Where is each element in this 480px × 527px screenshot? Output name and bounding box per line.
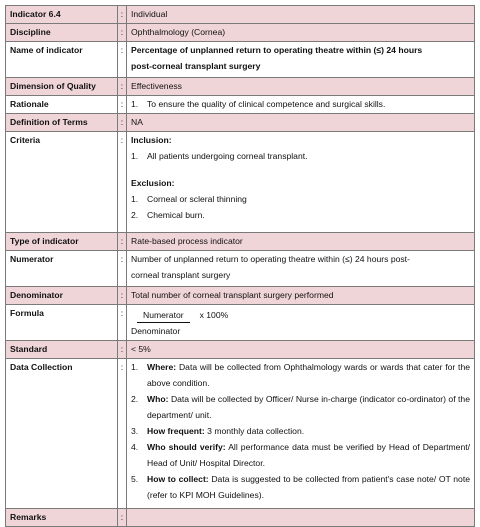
value-dimension-of-quality: Effectiveness	[127, 78, 475, 96]
value-indicator: Individual	[127, 6, 475, 24]
label-dimension-of-quality: Dimension of Quality	[6, 78, 118, 96]
numerator-line-2: corneal transplant surgery	[131, 270, 231, 280]
colon: :	[118, 132, 127, 233]
row-denominator	[6, 287, 475, 305]
formula-multiplier: x 100%	[199, 310, 229, 320]
value-denominator: Total number of corneal transplant surgery performed	[127, 287, 475, 305]
list-number: 1.	[131, 151, 139, 161]
row-criteria	[6, 132, 475, 233]
item-text: 3 monthly data collection.	[207, 426, 305, 436]
item-title: Who:	[147, 394, 169, 404]
row-discipline	[6, 24, 475, 42]
item-title: Where:	[147, 362, 177, 372]
list-item-text: Chemical burn.	[147, 210, 205, 220]
row-numerator	[6, 251, 475, 287]
inclusion-title: Inclusion:	[131, 135, 172, 145]
colon: :	[118, 114, 127, 132]
indicator-table	[5, 5, 475, 527]
list-item	[131, 148, 470, 164]
list-number: 2.	[131, 394, 139, 404]
label-rationale: Rationale	[6, 96, 118, 114]
colon: :	[118, 42, 127, 78]
label-criteria: Criteria	[6, 132, 118, 233]
indicator-sheet	[5, 5, 475, 527]
value-remarks	[127, 509, 475, 527]
value-data-collection	[127, 359, 475, 509]
label-denominator: Denominator	[6, 287, 118, 305]
colon: :	[118, 251, 127, 287]
list-item	[131, 471, 470, 503]
list-item	[131, 191, 470, 207]
list-number: 4.	[131, 442, 139, 452]
colon: :	[118, 359, 127, 509]
value-type-of-indicator: Rate-based process indicator	[127, 233, 475, 251]
list-number: 1.	[131, 362, 139, 372]
item-title: How frequent:	[147, 426, 205, 436]
label-formula: Formula	[6, 305, 118, 341]
row-remarks	[6, 509, 475, 527]
row-rationale	[6, 96, 475, 114]
label-numerator: Numerator	[6, 251, 118, 287]
label-discipline: Discipline	[6, 24, 118, 42]
list-number: 1.	[131, 194, 139, 204]
list-item	[131, 391, 470, 423]
list-number: 5.	[131, 474, 139, 484]
colon: :	[118, 6, 127, 24]
value-rationale	[127, 96, 475, 114]
item-text: Data will be collected by Officer/ Nurse in-charge (indicator co-ordinator) of the department/ unit.	[147, 394, 470, 420]
colon: :	[118, 305, 127, 341]
name-line-2: post-corneal transplant surgery	[131, 61, 261, 71]
list-item-text: All patients undergoing corneal transplant.	[147, 151, 308, 161]
label-remarks: Remarks	[6, 509, 118, 527]
value-name-of-indicator	[127, 42, 475, 78]
value-criteria	[127, 132, 475, 233]
row-definition-of-terms	[6, 114, 475, 132]
row-type-of-indicator	[6, 233, 475, 251]
item-text: Data will be collected from Ophthalmology wards or wards that cater for the above condition.	[147, 362, 471, 388]
row-name-of-indicator	[6, 42, 475, 78]
row-dimension-of-quality	[6, 78, 475, 96]
colon: :	[118, 96, 127, 114]
value-numerator	[127, 251, 475, 287]
colon: :	[118, 24, 127, 42]
row-standard	[6, 341, 475, 359]
formula-numerator: Numerator	[137, 309, 190, 323]
list-item-text: Corneal or scleral thinning	[147, 194, 247, 204]
label-data-collection: Data Collection	[6, 359, 118, 509]
value-formula	[127, 305, 475, 341]
list-number: 1.	[131, 99, 139, 109]
label-indicator: Indicator 6.4	[6, 6, 118, 24]
colon: :	[118, 233, 127, 251]
list-item	[131, 439, 470, 471]
list-item	[131, 207, 470, 223]
label-definition-of-terms: Definition of Terms	[6, 114, 118, 132]
item-text: All performance data must be verified by Head of Department/ Head of Unit/ Hospital Director.	[147, 442, 470, 468]
row-formula	[6, 305, 475, 341]
row-data-collection	[6, 359, 475, 509]
value-standard: < 5%	[127, 341, 475, 359]
value-definition-of-terms: NA	[127, 114, 475, 132]
list-item	[131, 359, 470, 391]
list-number: 2.	[131, 210, 139, 220]
exclusion-title: Exclusion:	[131, 178, 175, 188]
list-item	[131, 423, 470, 439]
colon: :	[118, 287, 127, 305]
item-title: Who should verify:	[147, 442, 226, 452]
formula-denominator: Denominator	[131, 326, 181, 336]
item-title: How to collect:	[147, 474, 209, 484]
colon: :	[118, 78, 127, 96]
rationale-text: To ensure the quality of clinical competence and surgical skills.	[147, 99, 386, 109]
list-number: 3.	[131, 426, 139, 436]
colon: :	[118, 509, 127, 527]
row-indicator	[6, 6, 475, 24]
label-name-of-indicator: Name of indicator	[6, 42, 118, 78]
name-line-1: Percentage of unplanned return to operating theatre within (≤) 24 hours	[131, 45, 423, 55]
colon: :	[118, 341, 127, 359]
value-discipline: Ophthalmology (Cornea)	[127, 24, 475, 42]
label-standard: Standard	[6, 341, 118, 359]
label-type-of-indicator: Type of indicator	[6, 233, 118, 251]
numerator-line-1: Number of unplanned return to operating theatre within (≤) 24 hours post-	[131, 254, 410, 264]
item-text: Data is suggested to be collected from patient's case note/ OT note (refer to KPI MOH Guidelines).	[147, 474, 470, 500]
